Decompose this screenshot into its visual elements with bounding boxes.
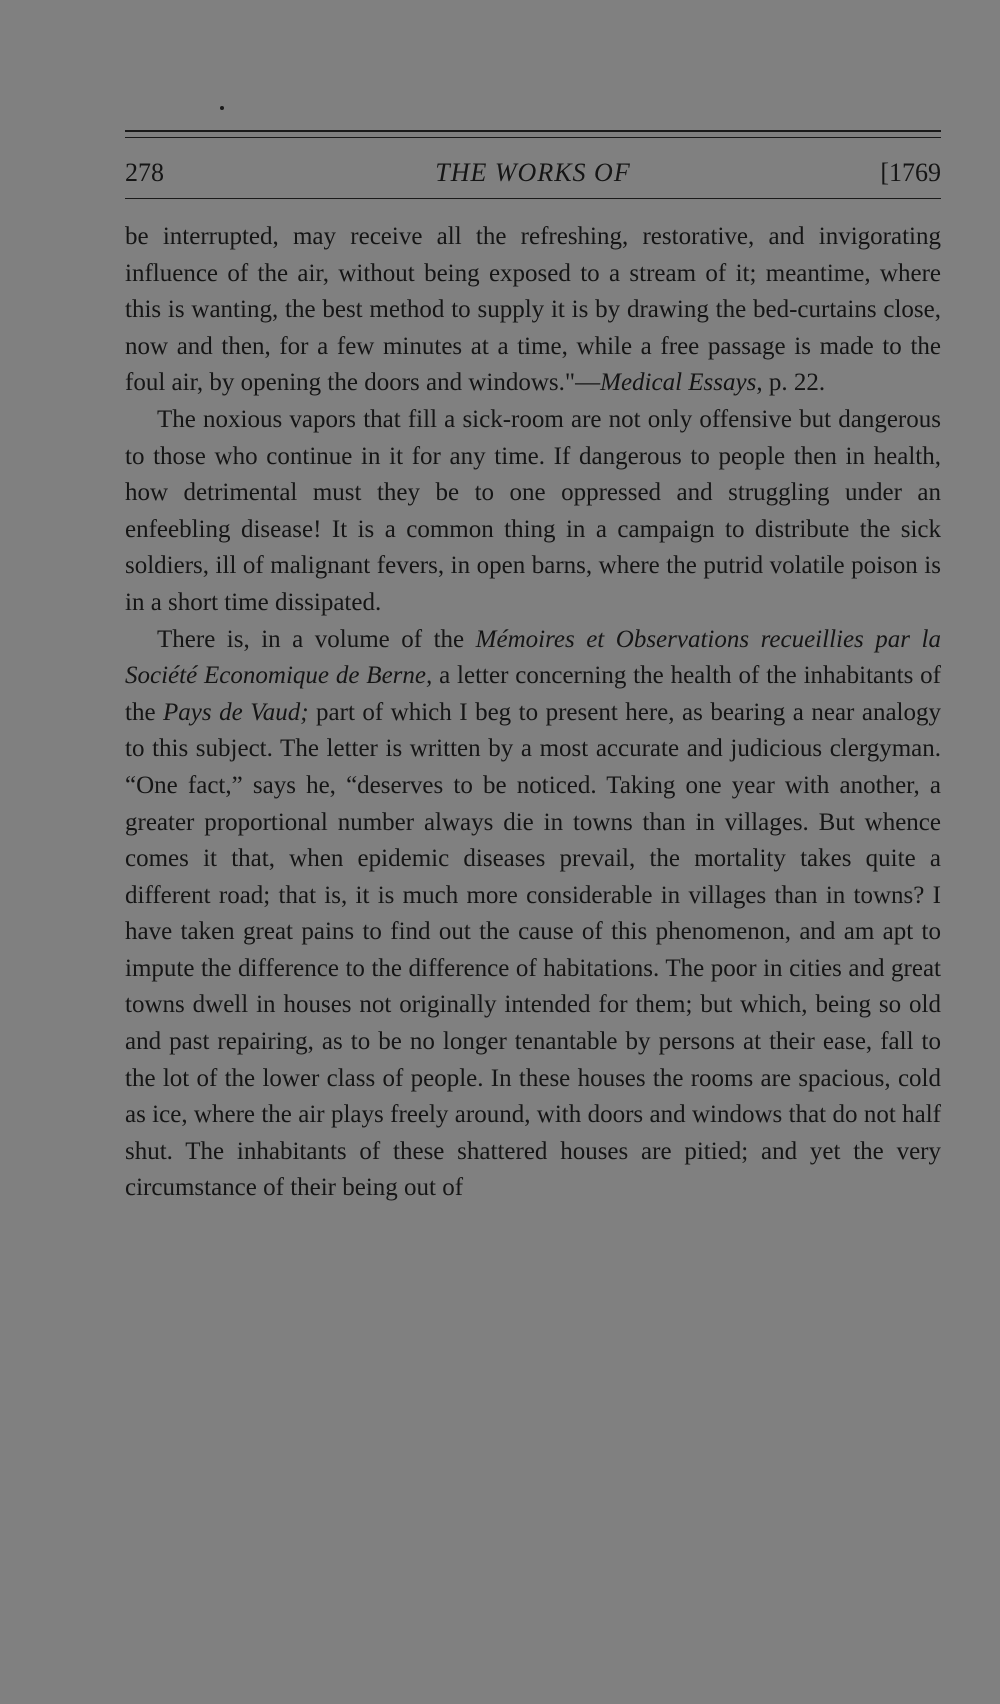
year-marker: [1769 (880, 158, 941, 187)
header-rule (125, 198, 941, 199)
citation-title: Medical Essays (600, 369, 757, 397)
running-header (125, 138, 941, 194)
body-text (125, 219, 941, 1207)
paragraph-1 (125, 219, 941, 402)
paragraph-3-mid: a letter concerning the health of the inhabitants of the (125, 662, 941, 726)
paragraph-3 (125, 622, 941, 1208)
work-title: Mémoires et Observations recueillies par la Société Economique de Berne, (125, 625, 941, 690)
top-rule (125, 130, 941, 132)
running-title: THE WORKS OF (435, 158, 631, 187)
place-name: Pays de Vaud; (163, 698, 309, 726)
paragraph-3-lead: There is, in a volume of the (157, 625, 476, 653)
speck-mark (220, 106, 224, 110)
book-page (125, 130, 941, 1207)
paragraph-1-text: be interrupted, may receive all the refreshing, restorative, and invigorating influence of the air, without being exposed to a stream of it; meantime, where this is wanting, the best method to supply it is by drawing the bed-curtains close, now and then, for a few minutes at a time, while a free passage is made to the foul air, by opening the doors and windows."— (125, 223, 941, 397)
page-number: 278 (125, 158, 164, 187)
paragraph-3-rest: part of which I beg to present here, as bearing a near analogy to this subject. The letter is written by a most accurate and judicious clergyman. “One fact,” says he, “deserves to be noticed. Taking one year with another, a greater proportional number always die in towns than in villages. But whence comes it that, when epidemic diseases prevail, the mortality takes quite a different road; that is, it is much more considerable in villages than in towns? I have taken great pains to find out the cause of this phenomenon, and am apt to impute the difference to the difference of habitations. The poor in cities and great towns dwell in houses not originally intended for them; but which, being so old and past repairing, as to be no longer tenantable by persons at their ease, fall to the lot of the lower class of people. In these houses the rooms are spacious, cold as ice, where the air plays freely around, with doors and windows that do not half shut. The inhabitants of these shattered houses are pitied; and yet the very circumstance of their being out of (125, 698, 941, 1202)
citation-page: , p. 22. (756, 369, 826, 397)
paragraph-2: The noxious vapors that fill a sick-room are not only offensive but dangerous to those who continue in it for any time. If dangerous to people then in health, how detrimental must they be to one oppressed and struggling under an enfeebling disease! It is a common thing in a campaign to distribute the sick soldiers, ill of malignant fevers, in open barns, where the putrid volatile poison is in a short time dissipated. (125, 405, 941, 616)
